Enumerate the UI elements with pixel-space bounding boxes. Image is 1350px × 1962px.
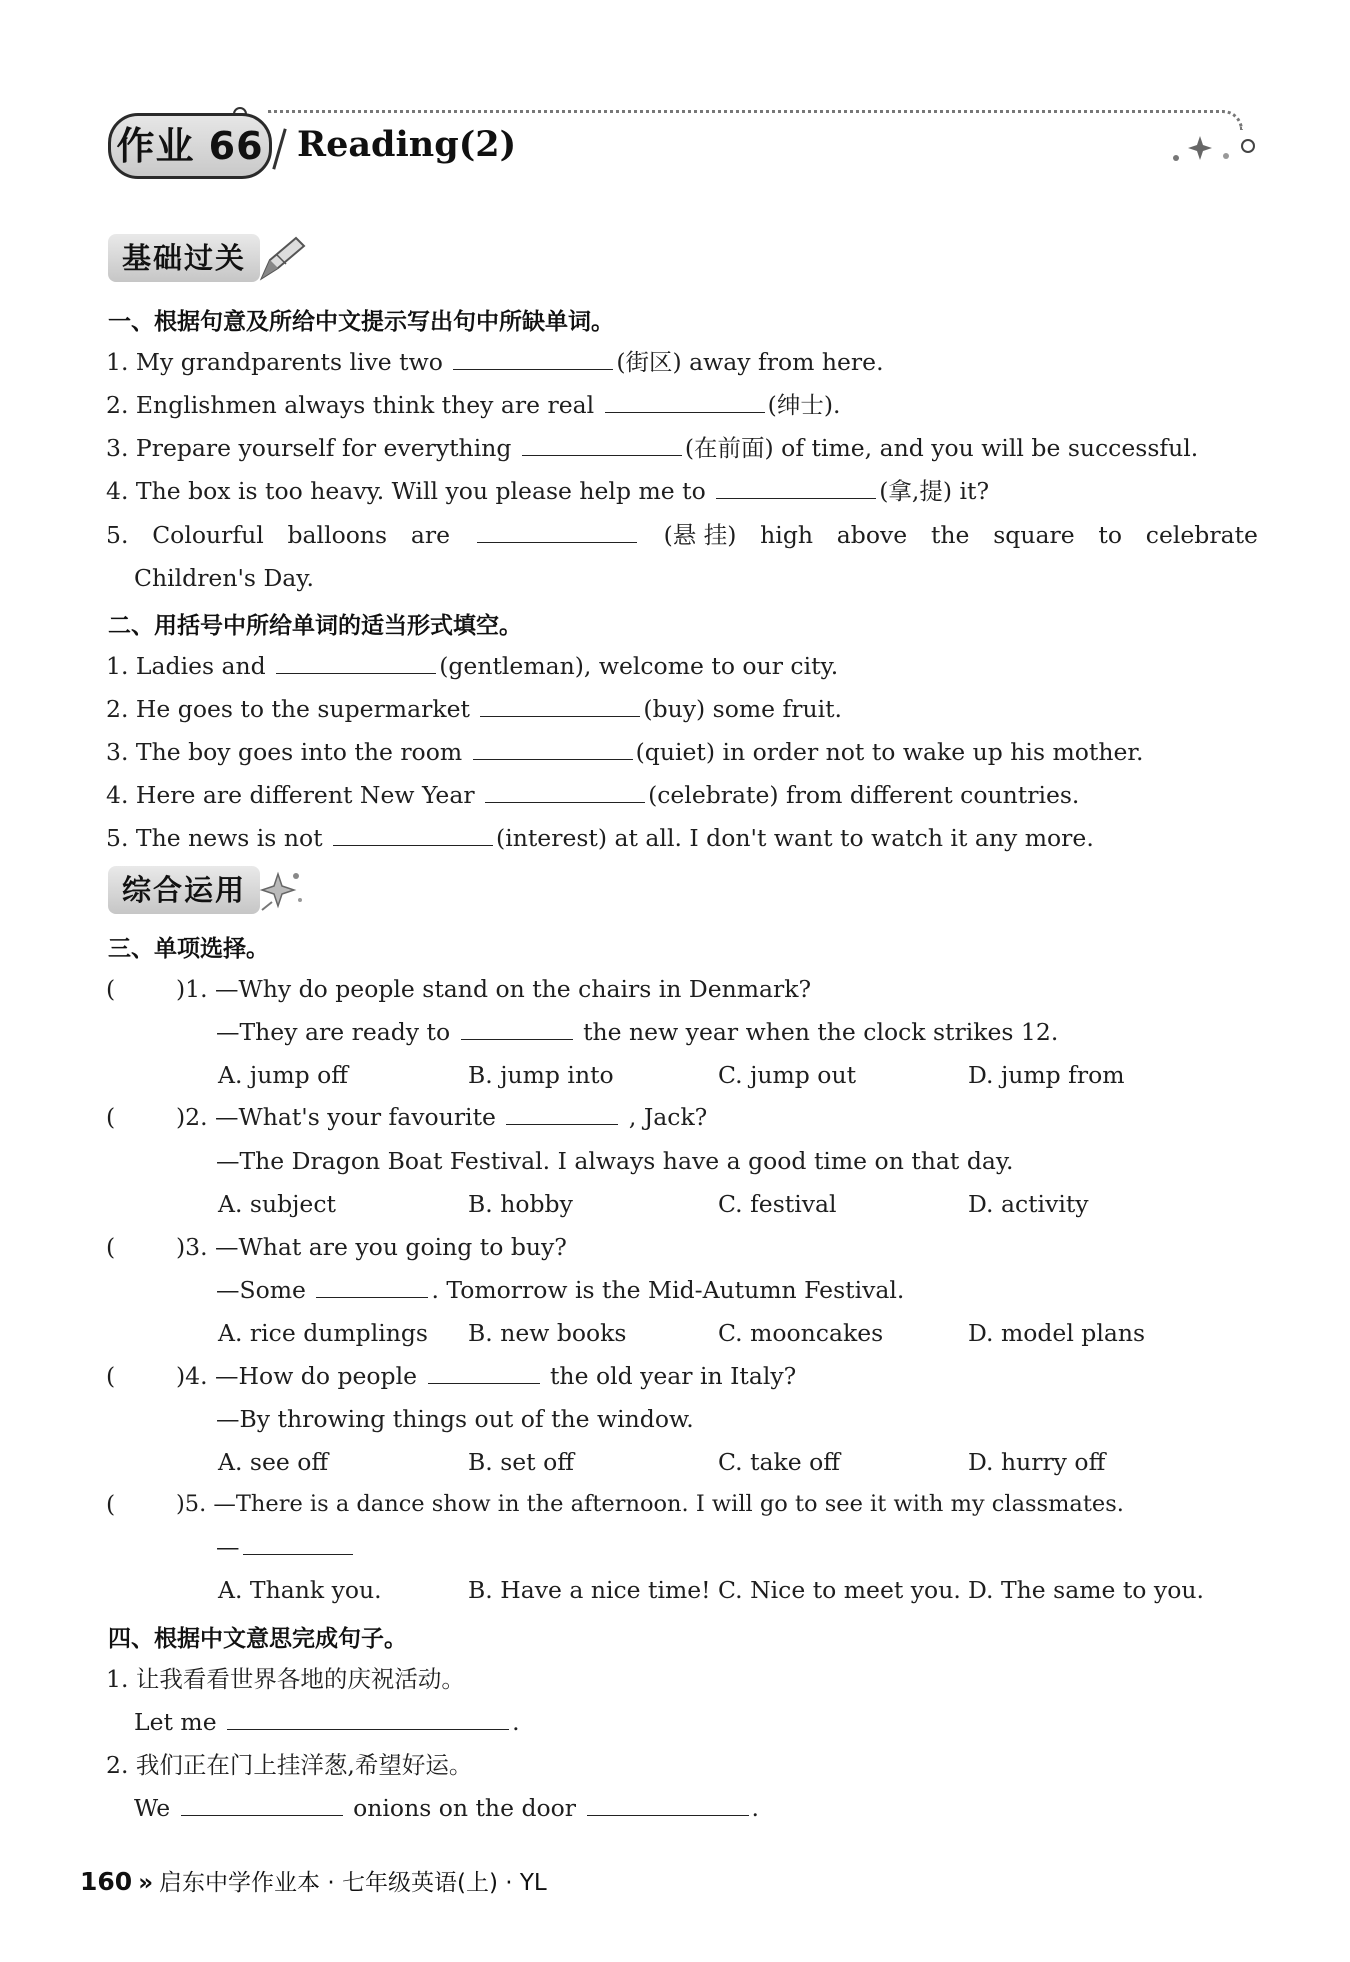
question-text: —: [216, 1533, 240, 1561]
mc-question-1-response: [216, 1017, 1058, 1047]
answer-blank[interactable]: [473, 737, 633, 760]
answer-blank[interactable]: [181, 1793, 343, 1816]
option-b[interactable]: B. jump into: [468, 1061, 614, 1089]
question-word: balloons: [287, 521, 388, 549]
part2-question-1: [106, 651, 838, 681]
option-a[interactable]: A. see off: [218, 1448, 329, 1476]
answer-paren[interactable]: (: [106, 1233, 116, 1261]
answer-blank[interactable]: [461, 1017, 573, 1040]
option-d[interactable]: D. jump from: [968, 1061, 1125, 1089]
question-text: (buy) some fruit.: [643, 695, 843, 723]
question-text: .: [512, 1708, 520, 1736]
pencil-icon: [256, 236, 308, 284]
answer-paren[interactable]: (: [106, 1490, 116, 1518]
part1-question-5-continued: Children's Day.: [134, 564, 314, 592]
option-d[interactable]: D. The same to you.: [968, 1576, 1204, 1604]
question-text: , Jack?: [628, 1103, 708, 1131]
page-footer: [80, 1864, 547, 1897]
mc-question-5-response: [216, 1532, 356, 1562]
option-a[interactable]: A. rice dumplings: [218, 1319, 428, 1347]
option-c[interactable]: C. take off: [718, 1448, 840, 1476]
question-word: Colourful: [152, 521, 264, 549]
question-text: . Tomorrow is the Mid-Autumn Festival.: [431, 1276, 905, 1304]
option-b[interactable]: B. hobby: [468, 1190, 573, 1218]
question-text: The news is not: [135, 824, 323, 852]
option-c[interactable]: C. Nice to meet you.: [718, 1576, 961, 1604]
question-text: —They are ready to: [216, 1018, 451, 1046]
question-number: 5.: [106, 824, 129, 852]
question-text: Let me: [134, 1708, 217, 1736]
option-c[interactable]: C. mooncakes: [718, 1319, 884, 1347]
page-number: 160: [80, 1867, 133, 1896]
answer-blank[interactable]: [506, 1102, 618, 1125]
question-text: The boy goes into the room: [135, 738, 463, 766]
page-title: Reading(2): [297, 124, 517, 165]
answer-blank[interactable]: [477, 520, 637, 543]
part4-question-1-chinese: 1. 让我看看世界各地的庆祝活动。: [106, 1665, 465, 1693]
question-text: The box is too heavy. Will you please help me to: [135, 477, 706, 505]
option-d[interactable]: D. hurry off: [968, 1448, 1106, 1476]
question-text: Prepare yourself for everything: [135, 434, 512, 462]
option-c[interactable]: C. festival: [718, 1190, 837, 1218]
question-text: Here are different New Year: [135, 781, 475, 809]
mc-question-3: )3. —What are you going to buy?: [176, 1233, 567, 1261]
question-text: (interest) at all. I don't want to watch it any more.: [496, 824, 1094, 852]
sparkle-icon: [256, 866, 308, 914]
part1-heading: 一、根据句意及所给中文提示写出句中所缺单词。: [108, 309, 614, 335]
part4-heading: 四、根据中文意思完成句子。: [108, 1626, 407, 1652]
question-word: are: [410, 521, 451, 549]
answer-blank[interactable]: [333, 823, 493, 846]
question-word: high: [760, 521, 814, 549]
question-word: celebrate: [1145, 521, 1258, 549]
question-text: (绅士).: [767, 391, 841, 419]
part2-question-2: [106, 694, 842, 724]
question-number: 2.: [106, 695, 129, 723]
question-number: 3.: [106, 434, 129, 462]
mc-question-5: )5. —There is a dance show in the afternoon. I will go to see it with my classmates.: [176, 1491, 1124, 1517]
section-comprehensive-tag: 综合运用: [108, 866, 260, 914]
answer-blank[interactable]: [316, 1275, 428, 1298]
mc-question-2: [176, 1102, 707, 1132]
part2-question-3: [106, 737, 1144, 767]
question-text: We: [134, 1794, 171, 1822]
option-a[interactable]: A. jump off: [218, 1061, 348, 1089]
part2-heading: 二、用括号中所给单词的适当形式填空。: [108, 613, 522, 639]
part4-question-2-chinese: 2. 我们正在门上挂洋葱,希望好运。: [106, 1751, 473, 1779]
mc-question-1: )1. —Why do people stand on the chairs in Denmark?: [176, 975, 812, 1003]
option-c[interactable]: C. jump out: [718, 1061, 857, 1089]
question-text: (gentleman), welcome to our city.: [439, 652, 839, 680]
part1-question-1: [106, 347, 884, 377]
answer-blank[interactable]: [480, 694, 640, 717]
part4-question-1-answer: [134, 1707, 520, 1737]
option-d[interactable]: D. activity: [968, 1190, 1089, 1218]
question-text: )2. —What's your favourite: [176, 1103, 496, 1131]
question-text: My grandparents live two: [135, 348, 443, 376]
question-text: )4. —How do people: [176, 1362, 418, 1390]
mc-question-4: [176, 1361, 796, 1391]
question-number: 3.: [106, 738, 129, 766]
question-text: the new year when the clock strikes 12.: [583, 1018, 1059, 1046]
answer-blank[interactable]: [453, 347, 613, 370]
question-text: the old year in Italy?: [549, 1362, 797, 1390]
option-b[interactable]: B. set off: [468, 1448, 574, 1476]
part1-question-4: [106, 476, 989, 506]
question-number: 5.: [106, 521, 129, 549]
answer-paren[interactable]: (: [106, 975, 116, 1003]
section-basic-tag: 基础过关: [108, 234, 260, 282]
part2-question-4: [106, 780, 1079, 810]
assignment-badge: 作业 66: [108, 113, 272, 179]
mc-question-2-response: —The Dragon Boat Festival. I always have a good time on that day.: [216, 1147, 1014, 1175]
question-text: .: [751, 1794, 759, 1822]
answer-blank[interactable]: [276, 651, 436, 674]
answer-blank[interactable]: [716, 476, 876, 499]
option-a[interactable]: A. subject: [218, 1190, 336, 1218]
question-text: Englishmen always think they are real: [135, 391, 595, 419]
part1-question-3: [106, 433, 1198, 463]
question-number: 2.: [106, 391, 129, 419]
answer-blank[interactable]: [605, 390, 765, 413]
option-b[interactable]: B. Have a nice time!: [468, 1576, 711, 1604]
question-text: (拿,提) it?: [879, 477, 990, 505]
answer-paren[interactable]: (: [106, 1362, 116, 1390]
question-text: —Some: [216, 1276, 306, 1304]
answer-paren[interactable]: (: [106, 1103, 116, 1131]
answer-blank[interactable]: [227, 1707, 509, 1730]
part1-question-2: [106, 390, 840, 420]
part1-question-5: [106, 520, 1258, 550]
question-text: He goes to the supermarket: [135, 695, 470, 723]
question-text: (街区) away from here.: [616, 348, 884, 376]
question-word: square: [993, 521, 1075, 549]
question-number: 4.: [106, 477, 129, 505]
book-title: 启东中学作业本 · 七年级英语(上) · YL: [159, 1870, 547, 1896]
question-number: 1.: [106, 348, 129, 376]
mc-question-4-response: —By throwing things out of the window.: [216, 1405, 694, 1433]
part3-heading: 三、单项选择。: [108, 936, 269, 962]
question-word: the: [930, 521, 970, 549]
option-a[interactable]: A. Thank you.: [218, 1576, 382, 1604]
question-number: 4.: [106, 781, 129, 809]
answer-blank[interactable]: [428, 1361, 540, 1384]
option-b[interactable]: B. new books: [468, 1319, 627, 1347]
answer-blank[interactable]: [485, 780, 645, 803]
chevron-right-icon: »: [138, 1870, 154, 1896]
question-number: 1.: [106, 652, 129, 680]
answer-blank[interactable]: [522, 433, 682, 456]
part2-question-5: [106, 823, 1094, 853]
answer-blank[interactable]: [243, 1532, 353, 1555]
question-word: to: [1098, 521, 1123, 549]
question-text: (在前面) of time, and you will be successful.: [684, 434, 1199, 462]
question-text: (celebrate) from different countries.: [648, 781, 1080, 809]
part4-question-2-answer: [134, 1793, 759, 1823]
question-word: above: [836, 521, 908, 549]
mc-question-3-response: [216, 1275, 904, 1305]
answer-blank[interactable]: [587, 1793, 749, 1816]
question-text: (quiet) in order not to wake up his mother.: [635, 738, 1144, 766]
question-text: Ladies and: [135, 652, 266, 680]
sparkle-icon: [1168, 132, 1258, 166]
question-text: onions on the door: [353, 1794, 577, 1822]
title-slash-decoration: [272, 128, 286, 169]
option-d[interactable]: D. model plans: [968, 1319, 1146, 1347]
question-word: (悬 挂): [663, 521, 737, 549]
